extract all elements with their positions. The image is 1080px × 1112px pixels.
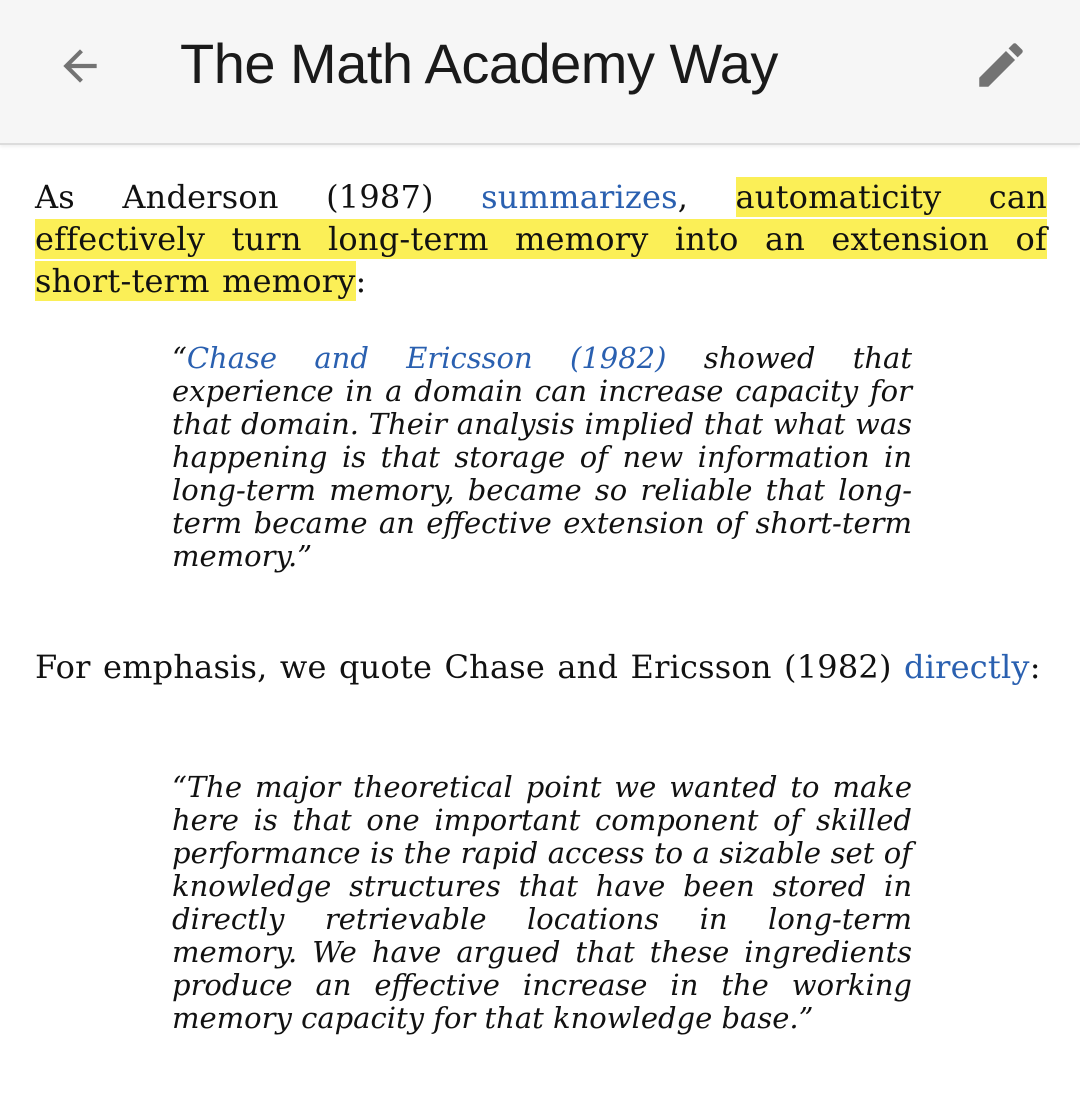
quote-open-mark: “	[172, 341, 187, 375]
directly-link[interactable]: directly	[904, 648, 1030, 686]
quote-text: showed that experience in a domain can increase capacity for that domain. Their analysis implied that what was happening is that storage of new information in long-term memory, became so reliable that long-term became an effective extension of short-term memory.”	[172, 341, 912, 573]
paragraph-text: For emphasis, we quote Chase and Ericsson (1982)	[35, 648, 905, 686]
quote-chase-ericsson	[172, 342, 912, 573]
pencil-icon	[972, 36, 1030, 94]
paragraph-text: As Anderson (1987)	[35, 178, 482, 216]
paragraph-emphasis	[35, 646, 1047, 688]
quote-theoretical-point	[172, 771, 912, 1035]
highlighted-text[interactable]: automaticity can effectively turn long-term memory into an extension of short-term memory	[35, 178, 1047, 300]
colon-text: :	[355, 262, 367, 300]
colon-text: :	[1029, 648, 1041, 686]
quote-text: “The major theoretical point we wanted to make here is that one important component of skilled performance is the rapid access to a sizable set of knowledge structures that have been stored in directly retrievable locations in long-term memory. We have argued that these ingredients produce an effective increase in the working memory capacity for that knowledge base.”	[172, 770, 912, 1035]
page-title: The Math Academy Way	[180, 32, 778, 95]
paragraph-anderson	[35, 176, 1047, 302]
app-bar	[0, 0, 1080, 145]
arrow-left-icon	[55, 41, 105, 91]
chase-ericsson-link[interactable]: Chase and Ericsson (1982)	[186, 341, 667, 375]
summarizes-link[interactable]: summarizes	[481, 178, 678, 216]
back-button[interactable]	[48, 36, 112, 96]
comma-text: ,	[677, 178, 736, 216]
edit-button[interactable]	[968, 34, 1034, 96]
